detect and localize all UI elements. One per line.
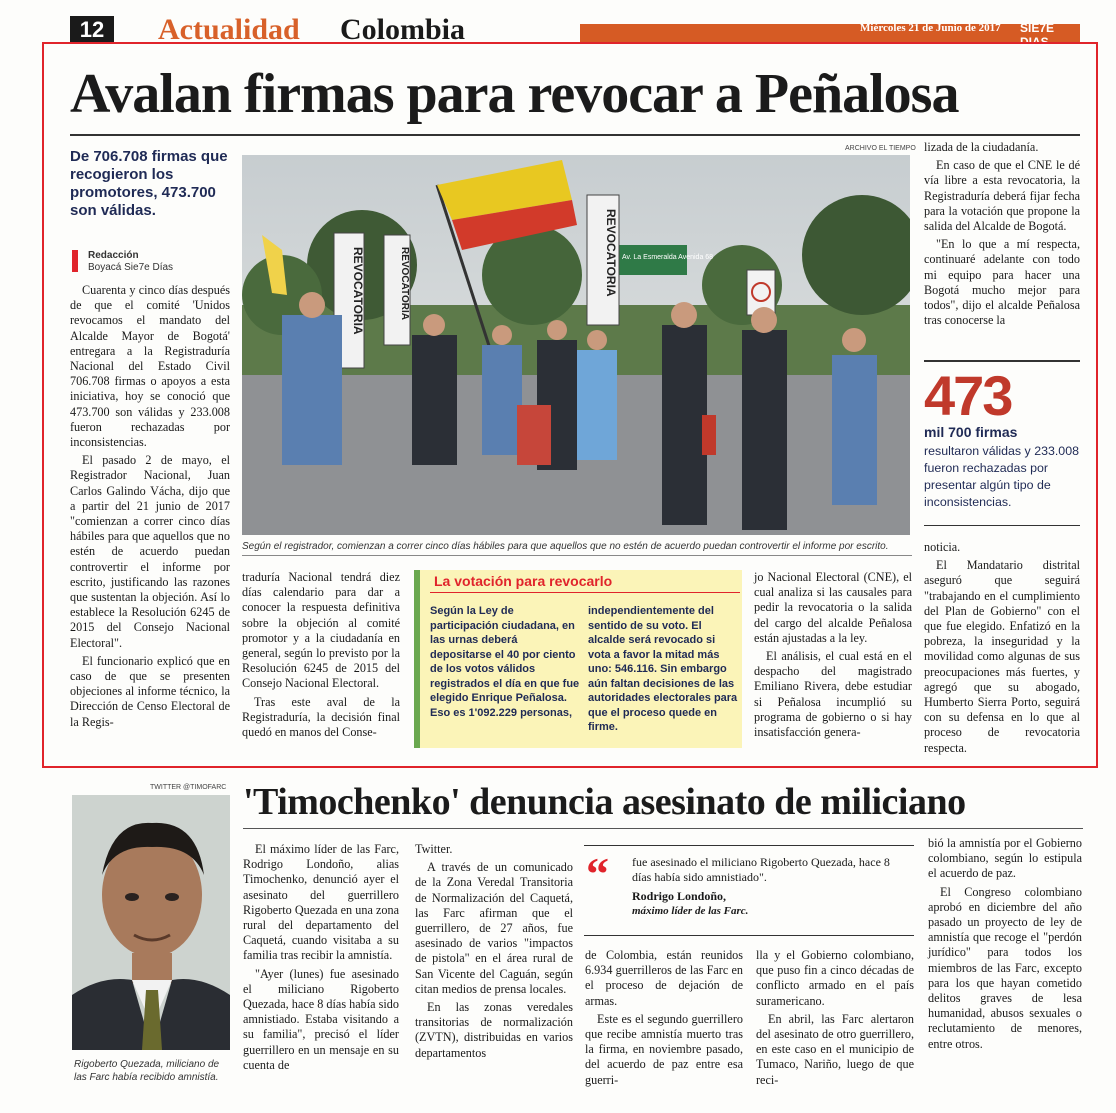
article-column-3 xyxy=(585,948,743,1091)
paragraph: de Colombia, están reunidos 6.934 guerrilleros de las Farc en el proceso de dejación de armas. xyxy=(585,948,743,1008)
protest-sign xyxy=(384,235,410,345)
story-headline: 'Timochenko' denuncia asesinato de miliciano xyxy=(243,781,966,823)
caption-rule xyxy=(242,555,912,556)
paragraph: bió la amnistía por el Gobierno colombiano, según lo estipula el acuerdo de paz. xyxy=(928,836,1082,881)
stat-subtitle: mil 700 firmas xyxy=(924,424,1018,440)
stat-rule-bottom xyxy=(924,525,1080,526)
portrait-credit: TWITTER @TIMOFARC xyxy=(150,784,227,791)
paragraph: "En lo que a mí respecta, continuaré adelante con todo mi equipo para hacer una Bogotá mucho mejor para todos", dijo el alcalde Peñalosa tras conocerse la xyxy=(924,237,1080,328)
paragraph: lizada de la ciudadanía. xyxy=(924,140,1039,154)
paragraph: Twitter. xyxy=(415,842,453,856)
stat-rule-top xyxy=(924,360,1080,362)
paragraph: El Congreso colombiano aprobó en diciembre del año pasado un proyecto de ley de amnistía que recoge el "perdón jurídico" para todos los miembros de las Farc, excepto para los que hayan cometido delitos graves de lesa humanidad, abusos sexuales o reclutamiento de menores, entre otros. xyxy=(928,884,1082,1051)
paragraph: El Mandatario distrital aseguró que seguirá "trabajando en el cumplimiento del Plan de Gobierno" con el que fue elegido. Enfatizó en la pobreza, la inseguridad y la movilidad como algunas de sus preocupaciones más fuertes, y agregó que su abogado, Humberto Sierra Porto, seguirá con su defensa en lo que al proceso de revocatoria respecta. xyxy=(924,558,1080,755)
byline-place: Boyacá Sie7e Días xyxy=(88,262,174,273)
paragraph: En las zonas veredales transitorias de normalización (ZVTN), distribuidas en varios departamentos xyxy=(415,1000,573,1060)
article-column-2 xyxy=(242,570,400,743)
paragraph: En caso de que el CNE le dé vía libre a esta revocatoria, la Registraduría deberá fijar fecha para la votación que propone la salida del Alcalde de Bogotá. xyxy=(924,158,1080,234)
pull-quote-text: fue asesinado el miliciano Rigoberto Quezada, hace 8 días había sido amnistiado". xyxy=(632,855,890,884)
article-column-2 xyxy=(415,842,573,1064)
paragraph: lla y el Gobierno colombiano, que puso fin a cinco décadas de conflicto armado en el país suramericano. xyxy=(756,948,914,1008)
stat-description: resultaron válidas y 233.008 fueron rechazadas por presentar algún tipo de inconsistencias. xyxy=(924,444,1079,509)
pull-quote-author: Rodrigo Londoño, xyxy=(632,889,727,903)
article-column-1 xyxy=(243,842,399,1076)
article-column-1 xyxy=(70,283,230,733)
paragraph: El máximo líder de las Farc, Rodrigo Londoño, alias Timochenko, denunció ayer el asesinato del guerrillero Rigoberto Quezada en una zona rural del departamento del Caquetá, cuando visitaba a su familia tras recibir la amnistía. xyxy=(243,842,399,963)
pull-quote-rule-bottom xyxy=(584,935,914,936)
masthead xyxy=(70,13,1080,49)
byline-name: Redacción xyxy=(88,250,139,261)
paragraph: Cuarenta y cinco días después de que el comité 'Unidos revocamos el mandato del Alcalde Mayor de Bogotá' entregara a la Registraduría Nacional del Estado Civil 706.708 firmas o apoyos a esta iniciativa, hoy se conoció que 473.700 son válidas y 233.008 fueron rechazadas por inconsistencias. xyxy=(70,283,230,450)
paragraph: El pasado 2 de mayo, el Registrador Nacional, Juan Carlos Galindo Vácha, dijo que a partir del 21 junio de 2017 "comienzan a correr cinco días hábiles para que aquellos que no estén de acuerdo puedan controvertir el informe por escrito, justificando las razones que sustentan la objeción. Así lo establece la Resolución 6245 de 2015 del Consejo Nacional Electoral". xyxy=(70,453,230,650)
photo-credit: ARCHIVO EL TIEMPO xyxy=(845,145,916,152)
article-column-4-bottom xyxy=(924,540,1080,759)
paragraph: Tras este aval de la Registraduría, la decisión final quedó en manos del Conse- xyxy=(242,694,400,740)
byline-marker xyxy=(72,250,78,272)
subsection-title: Colombia xyxy=(340,13,466,46)
sign-text: REVOCATORIA xyxy=(604,209,618,297)
quote-mark-icon: “ xyxy=(586,848,609,899)
article-column-4-top xyxy=(924,140,1080,331)
sidebar-box-text-right: independientemente del sentido de su voto. El alcalde será revocado si vota a favor la mitad más uno: 546.116. Sin embargo aún faltan decisiones de las autoridades electorales para que el proceso quede en firme. xyxy=(588,605,738,733)
paragraph: El análisis, el cual está en el despacho del magistrado Emiliano Rivera, debe estudiar si Peñalosa incumplió su programa de gobierno o si hay insatisfacción genera- xyxy=(754,649,912,740)
paragraph: noticia. xyxy=(924,540,961,554)
portrait-photo xyxy=(72,795,230,1050)
page-number: 12 xyxy=(70,16,114,44)
paragraph: "Ayer (lunes) fue asesinado el miliciano Rigoberto Quezada, hace 8 días había sido amnistiado. Estaba visitando a su familia", precisó el líder guerrillero en un mensaje en su cuenta de xyxy=(243,966,399,1072)
sidebar-box-text-left: Según la Ley de participación ciudadana, en las urnas deberá depositarse el 40 por ciento de los votos válidos registrados el día en que fue elegido Enrique Peñalosa. Eso es 1'092.229 personas, xyxy=(430,605,580,719)
photo-caption: Según el registrador, comienzan a correr cinco días hábiles para que aquellos que no estén de acuerdo puedan controvertir el informe por escrito. xyxy=(242,541,889,552)
sidebar-box-title: La votación para revocarlo xyxy=(434,573,613,589)
paragraph: En abril, las Farc alertaron del asesinato de otro guerrillero, en este caso en el municipio de Tumaco, Nariño, luego de que reci- xyxy=(756,1011,914,1087)
paragraph: traduría Nacional tendrá diez días calendario para dar a conocer la respuesta definitiva sobre la objeción al comité promotor y a la ciudadanía en general, según lo previsto por la Resolución 6245 de 2015 del Consejo Nacional Electoral. xyxy=(242,570,400,691)
article-column-5 xyxy=(928,836,1082,1055)
road-sign-text: Av. La Esmeralda Avenida 68 xyxy=(622,254,714,261)
protest-sign xyxy=(587,195,619,325)
protest-photo-illustration xyxy=(242,155,910,535)
headline-rule xyxy=(243,828,1083,829)
publication-brand: SIE7E DIAS xyxy=(1020,21,1055,49)
sign-text: REVOCATORIA xyxy=(399,247,410,320)
article-column-4 xyxy=(756,948,914,1091)
pull-quote-rule-top xyxy=(584,845,914,846)
issue-date: Miércoles 21 de Junio de 2017 xyxy=(860,22,1001,34)
stat-number: 473 xyxy=(924,364,1012,427)
masthead-bar xyxy=(580,24,1080,44)
protest-photo xyxy=(242,155,910,535)
pull-quote xyxy=(584,845,914,937)
sign-text: REVOCATORIA xyxy=(351,247,365,335)
sidebar-box-rule xyxy=(430,592,740,593)
paragraph: El funcionario explicó que en caso de que se presenten objeciones al informe técnico, la Dirección de Censo Electoral de la Regis- xyxy=(70,653,230,729)
headline-rule xyxy=(70,134,1080,136)
portrait-illustration xyxy=(72,795,230,1050)
paragraph: jo Nacional Electoral (CNE), el cual analiza si las causales para pedir la revocatoria o la salida del cargo del alcalde Peñalosa están ajustadas a la ley. xyxy=(754,570,912,645)
article-column-3 xyxy=(754,570,912,743)
section-title: Actualidad xyxy=(158,13,300,46)
portrait-caption: Rigoberto Quezada, miliciano de las Farc había recibido amnistía. xyxy=(74,1059,220,1083)
pull-quote-role: máximo líder de las Farc. xyxy=(632,905,749,917)
sidebar-box xyxy=(414,570,742,748)
paragraph: Este es el segundo guerrillero que recibe amnistía muerto tras la firma, en noviembre pasado, del acuerdo de paz entre esa guerri- xyxy=(585,1011,743,1087)
story-deck: De 706.708 firmas que recogieron los promotores, 473.700 son válidas. xyxy=(70,148,228,219)
paragraph: A través de un comunicado de la Zona Veredal Transitoria de Normalización del Caquetá, las Farc afirman que el guerrillero, de 27 años, fue asesinado de varios "impactos de pistola" en el área rural de San Vicente del Caguán, según citan medios de prensa locales. xyxy=(415,860,573,996)
story-headline: Avalan firmas para revocar a Peñalosa xyxy=(70,63,959,125)
